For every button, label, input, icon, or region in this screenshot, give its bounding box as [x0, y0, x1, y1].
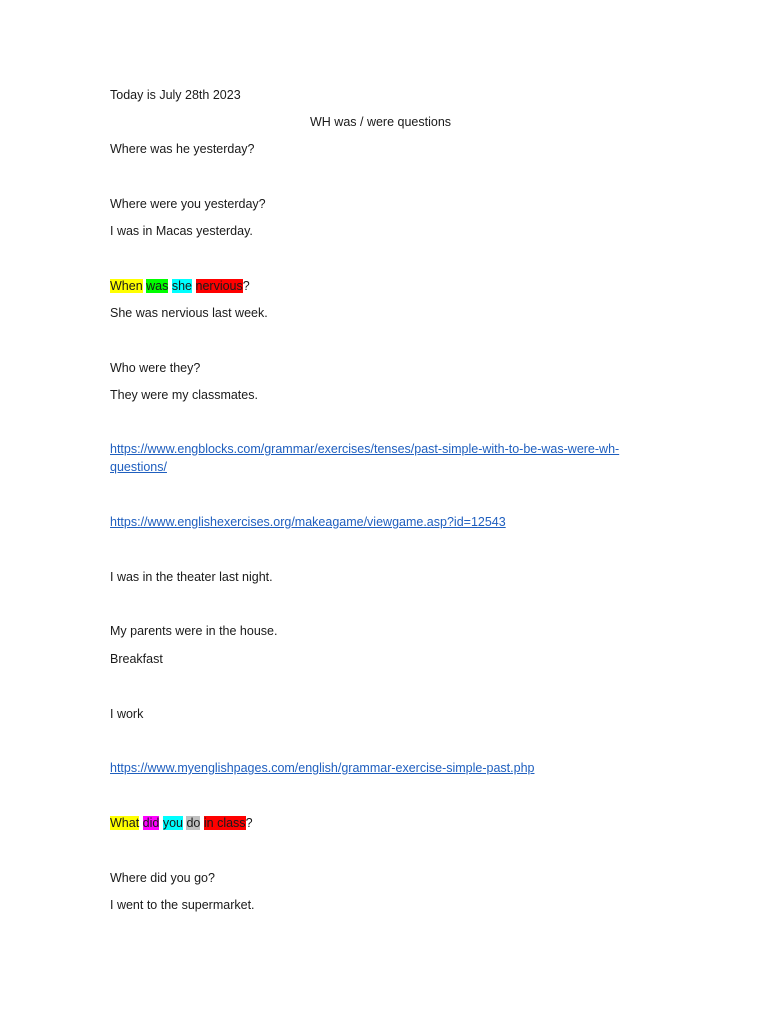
highlight-word-do: do — [186, 816, 201, 830]
link-myenglishpages-line — [110, 760, 534, 776]
highlight-word-what: What — [110, 816, 140, 830]
link-englishexercises-line — [110, 514, 506, 530]
date-line: Today is July 28th 2023 — [110, 88, 241, 102]
highlight-word-when: When — [110, 279, 143, 293]
question-who-were-they: Who were they? — [110, 361, 201, 375]
question-mark: ? — [245, 816, 253, 830]
question-mark: ? — [242, 279, 250, 293]
highlight-word-was: was — [146, 279, 169, 293]
word-breakfast: Breakfast — [110, 652, 163, 666]
question-where-did-you-go: Where did you go? — [110, 871, 215, 885]
sentence-i-work: I work — [110, 707, 144, 721]
question-when-was-she — [110, 278, 250, 294]
page-title: WH was / were questions — [310, 115, 452, 129]
highlight-word-nervious: nervious — [195, 279, 243, 293]
highlight-word-she: she — [171, 279, 193, 293]
answer-classmates: They were my classmates. — [110, 388, 258, 402]
link-myenglishpages[interactable]: https://www.myenglishpages.com/english/grammar-exercise-simple-past.php — [110, 761, 535, 775]
highlight-word-in-class: in class — [203, 816, 246, 830]
link-engblocks-line — [110, 440, 662, 476]
highlight-word-you: you — [162, 816, 183, 830]
answer-nervious: She was nervious last week. — [110, 306, 268, 320]
link-englishexercises[interactable]: https://www.englishexercises.org/makeagame/viewgame.asp?id=12543 — [110, 515, 506, 529]
answer-macas: I was in Macas yesterday. — [110, 224, 253, 238]
highlight-word-did: did — [142, 816, 160, 830]
question-what-did-you-do — [110, 815, 253, 831]
answer-supermarket: I went to the supermarket. — [110, 898, 255, 912]
question-where-were-you: Where were you yesterday? — [110, 197, 266, 211]
sentence-theater: I was in the theater last night. — [110, 570, 273, 584]
sentence-parents: My parents were in the house. — [110, 624, 278, 638]
question-where-was-he: Where was he yesterday? — [110, 142, 255, 156]
link-engblocks[interactable]: https://www.engblocks.com/grammar/exercises/tenses/past-simple-with-to-be-was-were-wh-questions/ — [110, 442, 620, 474]
